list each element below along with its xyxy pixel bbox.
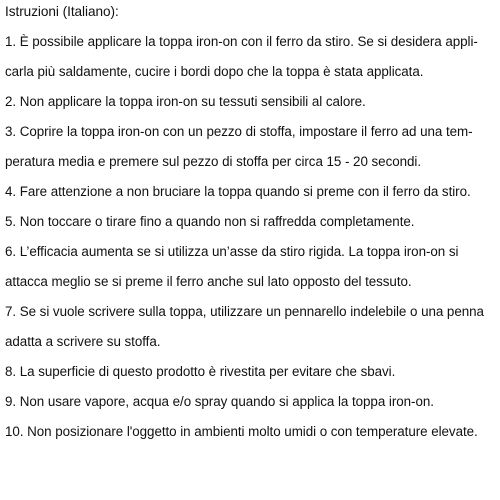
document-heading: Istruzioni (Italiano): xyxy=(5,4,119,19)
instruction-line-3a: 3. Coprire la toppa iron-on con un pezzo di stoffa, impostare il ferro ad una tem- xyxy=(5,124,473,139)
instruction-line-8: 8. La superficie di questo prodotto è rivestita per evitare che sbavi. xyxy=(5,364,396,379)
instruction-line-1b: carla più saldamente, cucire i bordi dopo che la toppa è stata applicata. xyxy=(5,64,424,79)
instruction-line-7b: adatta a scrivere su stoffa. xyxy=(5,334,161,349)
instruction-line-4: 4. Fare attenzione a non bruciare la toppa quando si preme con il ferro da stiro. xyxy=(5,184,471,199)
instruction-line-6a: 6. L’efficacia aumenta se si utilizza un’asse da stiro rigida. La toppa iron-on si xyxy=(5,244,459,259)
instruction-line-9: 9. Non usare vapore, acqua e/o spray quando si applica la toppa iron-on. xyxy=(5,394,434,409)
instruction-line-10: 10. Non posizionare l'oggetto in ambienti molto umidi o con temperature elevate. xyxy=(5,424,478,439)
instruction-line-1a: 1. È possibile applicare la toppa iron-on con il ferro da stiro. Se si desidera appli- xyxy=(5,34,478,49)
instruction-line-6b: attacca meglio se si preme il ferro anche sul lato opposto del tessuto. xyxy=(5,274,412,289)
instruction-line-3b: peratura media e premere sul pezzo di stoffa per circa 15 - 20 secondi. xyxy=(5,154,422,169)
instruction-line-7a: 7. Se si vuole scrivere sulla toppa, utilizzare un pennarello indelebile o una penna xyxy=(5,304,484,319)
instruction-line-5: 5. Non toccare o tirare fino a quando non si raffredda completamente. xyxy=(5,214,415,229)
instruction-line-2: 2. Non applicare la toppa iron-on su tessuti sensibili al calore. xyxy=(5,94,366,109)
